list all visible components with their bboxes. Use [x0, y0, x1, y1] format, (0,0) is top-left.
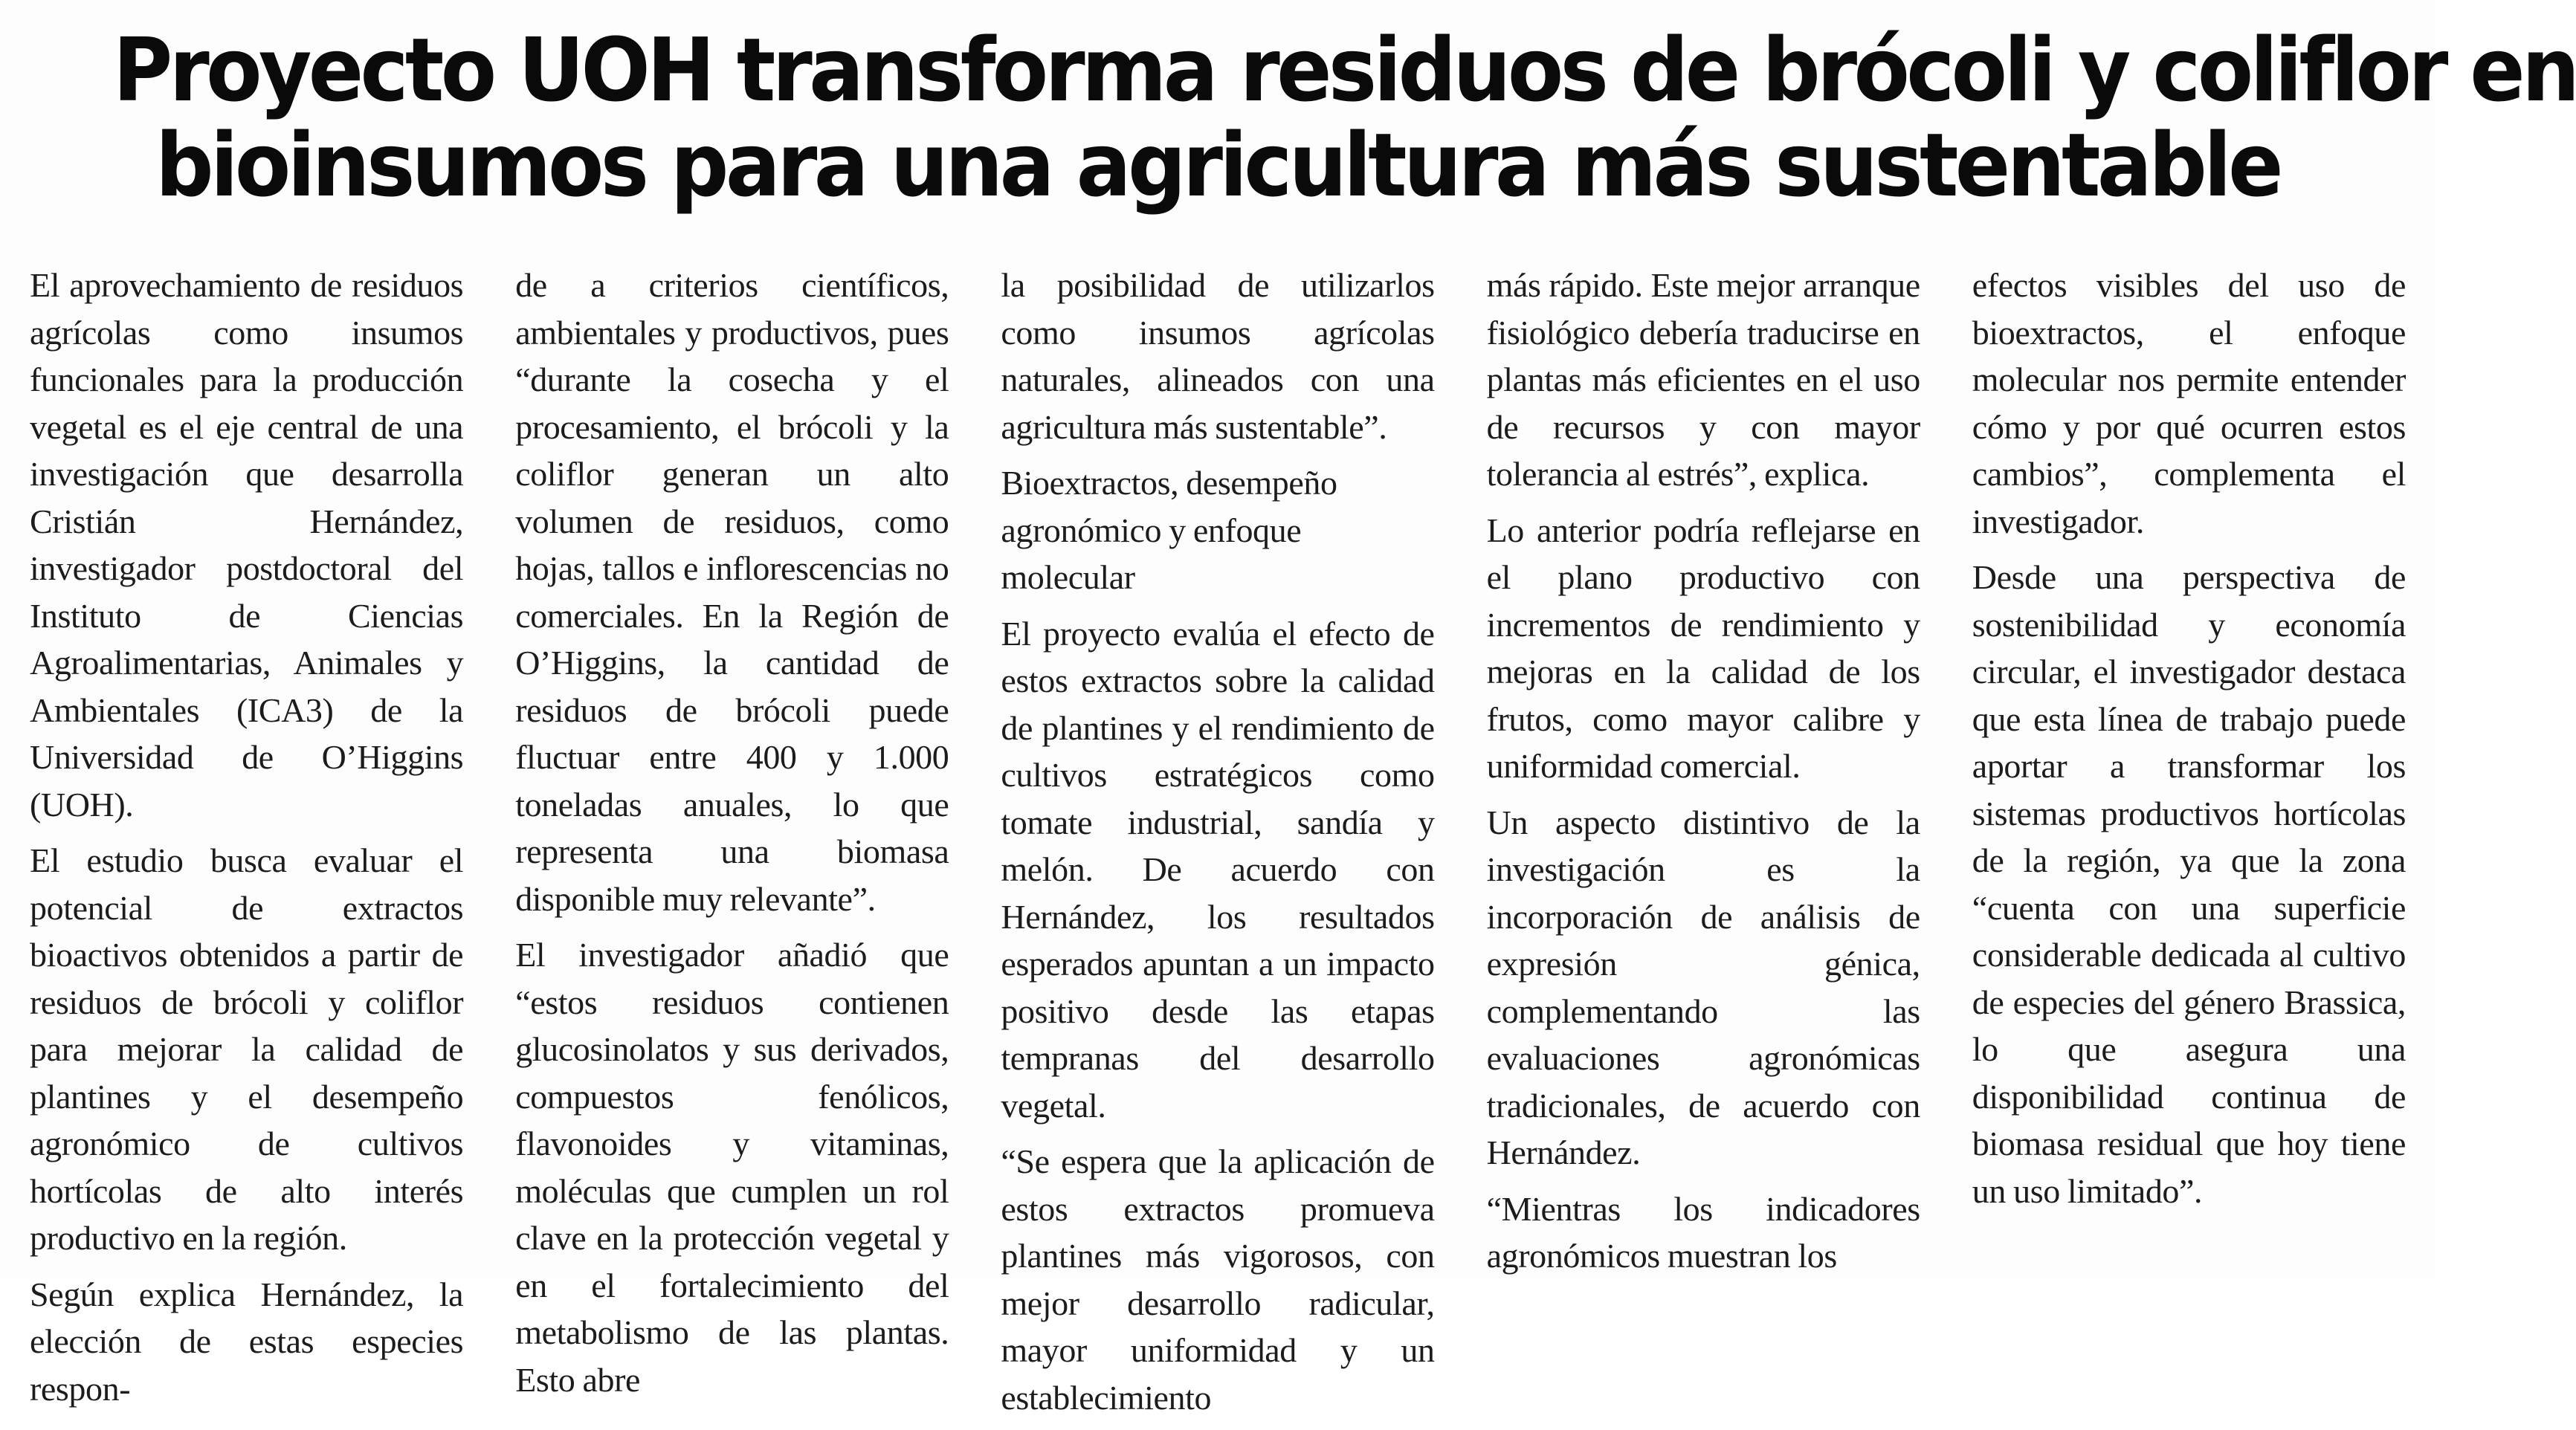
body-paragraph: “Se espera que la aplicación de estos extractos promueva plantines más vigorosos, con mejor desarrollo radicular, mayor uniformidad y un establecimiento — [1001, 1142, 1435, 1417]
body-paragraph: El investigador añadió que “estos residuos contienen glucosinolatos y sus derivados, compuestos fenólicos, flavonoides y vitaminas, moléculas que cumplen un rol clave en la protección vegetal y en el fortalecimiento del metabolismo de las plantas. Esto abre — [515, 936, 949, 1399]
article-column-5 — [1972, 262, 2406, 1430]
body-paragraph: Un aspecto distintivo de la investigación es la incorporación de análisis de expresión génica, complementando las evaluaciones agronómicas tradicionales, de acuerdo con Hernández. — [1486, 803, 1920, 1171]
section-subheading: Bioextractos, desempeño agronómico y enfoque molecular — [1001, 464, 1337, 596]
body-paragraph: efectos visibles del uso de bioextractos, el enfoque molecular nos permite entender cómo y por qué ocurren estos cambios”, complementa el investigador. — [1972, 266, 2406, 540]
headline-line-1: Proyecto UOH transforma residuos de brócoli y coliflor en — [112, 19, 2576, 121]
article-column-1 — [30, 262, 463, 1430]
body-paragraph: de a criterios científicos, ambientales y productivos, pues “durante la cosecha y el procesamiento, el brócoli y la coliflor generan un alto volumen de residuos, como hojas, tallos e inflorescencias no comerciales. En la Región de O’Higgins, la cantidad de residuos de brócoli puede fluctuar entre 400 y 1.000 toneladas anuales, lo que representa una biomasa disponible muy relevante”. — [515, 266, 949, 918]
article-headline — [112, 19, 2576, 216]
article-body — [30, 262, 2406, 1417]
body-paragraph: Lo anterior podría reflejarse en el plano productivo con incrementos de rendimiento y mejoras en la calidad de los frutos, como mayor calibre y uniformidad comercial. — [1486, 511, 1920, 785]
body-paragraph: El proyecto evalúa el efecto de estos extractos sobre la calidad de plantines y el rendimiento de cultivos estratégicos como tomate industrial, sandía y melón. De acuerdo con Hernández, los resultados esperados apuntan a un impacto positivo desde las etapas tempranas del desarrollo vegetal. — [1001, 614, 1435, 1125]
article-column-2 — [515, 262, 949, 1430]
body-paragraph: “Mientras los indicadores agronómicos muestran los — [1486, 1189, 1920, 1275]
body-paragraph: Desde una perspectiva de sostenibilidad y economía circular, el investigador destaca que esta línea de trabajo puede aportar a transformar los sistemas productivos hortícolas de la región, ya que la zona “cuenta con una superficie considerable dedicada al cultivo de especies del género Brassica, lo que asegura una disponibilidad continua de biomasa residual que hoy tiene un uso limitado”. — [1972, 558, 2406, 1210]
article-column-3 — [1001, 262, 1434, 1430]
body-paragraph: más rápido. Este mejor arranque fisiológico debería traducirse en plantas más eficientes en el uso de recursos y con mayor tolerancia al estrés”, explica. — [1486, 266, 1920, 493]
headline-line-2: bioinsumos para una agricultura más sustentable — [155, 114, 2280, 216]
body-paragraph: la posibilidad de utilizarlos como insumos agrícolas naturales, alineados con una agricultura más sustentable”. — [1001, 266, 1435, 446]
body-paragraph: El aprovechamiento de residuos agrícolas como insumos funcionales para la producción vegetal es el eje central de una investigación que desarrolla Cristián Hernández, investigador postdoctoral del Instituto de Ciencias Agroalimentarias, Animales y Ambientales (ICA3) de la Universidad de O’Higgins (UOH). — [30, 266, 464, 824]
body-paragraph: El estudio busca evaluar el potencial de extractos bioactivos obtenidos a partir de residuos de brócoli y coliflor para mejorar la calidad de plantines y el desempeño agronómico de cultivos hortícolas de alto interés productivo en la región. — [30, 841, 464, 1257]
article-column-4 — [1487, 262, 1920, 1430]
body-paragraph: Según explica Hernández, la elección de estas especies respon- — [30, 1275, 464, 1408]
